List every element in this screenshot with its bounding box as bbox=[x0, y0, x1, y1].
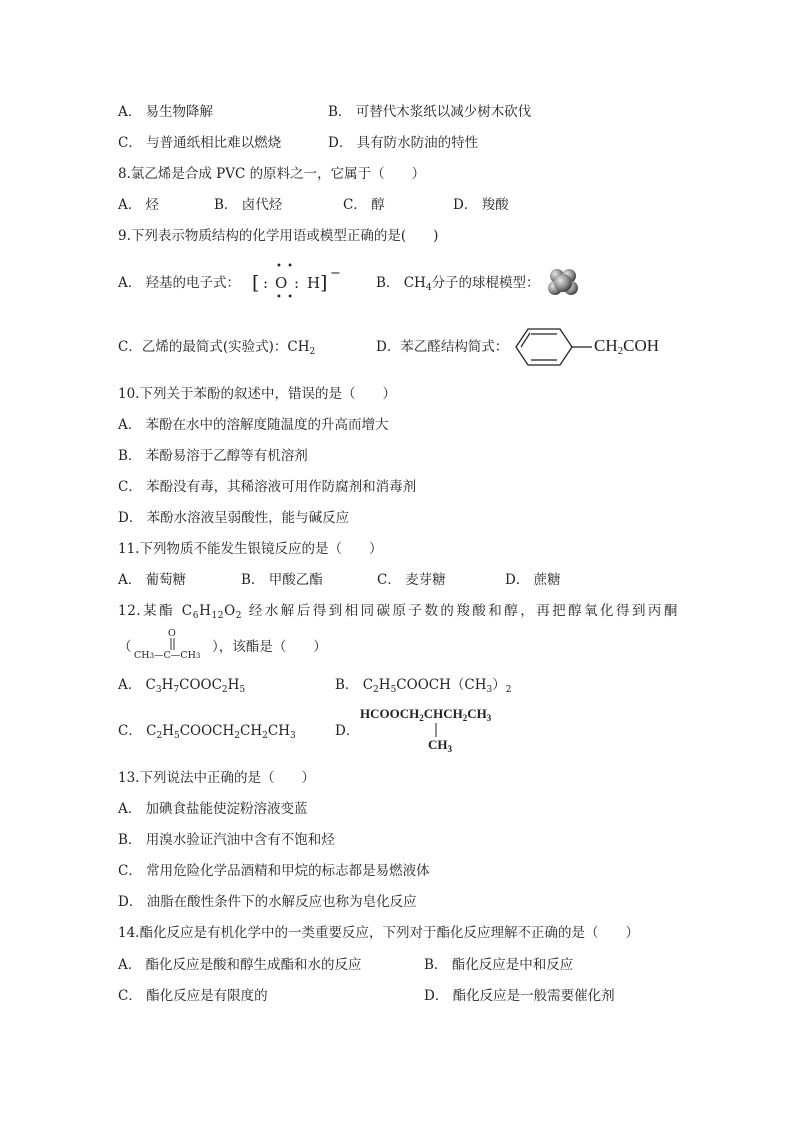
q13-option-a: A． 加碘食盐能使淀粉溶液变蓝 bbox=[118, 801, 308, 817]
branched-chain-top bbox=[360, 706, 491, 723]
q14-option-d: D． 酯化反应是一般需要催化剂 bbox=[424, 988, 615, 1004]
q7-option-a: A． 易生物降解 bbox=[118, 104, 214, 120]
acetone-chain bbox=[134, 650, 200, 661]
subscript: 3 bbox=[195, 652, 201, 660]
formula-part: COOC bbox=[179, 677, 222, 693]
q13-option-d: D． 油脂在酸性条件下的水解反应也称为皂化反应 bbox=[118, 894, 417, 910]
q10-stem: 10.下列关于苯酚的叙述中，错误的是（ ） bbox=[118, 386, 396, 402]
q11-option-b: B． 甲酸乙酯 bbox=[241, 572, 323, 588]
benzene-ring-icon bbox=[512, 325, 592, 369]
formula-part: CH bbox=[428, 737, 448, 752]
formula-part: H bbox=[378, 677, 391, 693]
subscript: 2 bbox=[235, 611, 243, 621]
hydroxyl-electron-formula: [ : • • • • O : H ] − bbox=[252, 261, 341, 303]
subscript: 12 bbox=[211, 611, 225, 621]
formula-part: H bbox=[161, 677, 174, 693]
subscript: 2 bbox=[373, 685, 379, 695]
q9-option-c bbox=[118, 338, 315, 361]
q12-paren-close: ），该酯是（ ） bbox=[212, 639, 327, 655]
q9-option-a bbox=[118, 274, 240, 292]
q10-option-d: D． 苯酚水溶液呈弱酸性，能与碱反应 bbox=[118, 510, 350, 526]
subscript: 3 bbox=[486, 713, 492, 723]
subscript: 2 bbox=[234, 731, 241, 741]
q12-option-a bbox=[118, 676, 245, 699]
methane-ball-model-icon bbox=[545, 266, 581, 300]
formula-part: HCOOCH bbox=[360, 706, 420, 721]
q9-option-b-rest: 分子的球棍模型： bbox=[431, 275, 540, 291]
subscript: 3 bbox=[486, 685, 493, 695]
formula-part: CH bbox=[240, 723, 263, 739]
ch-text: CH bbox=[594, 336, 618, 355]
formula-part: H bbox=[162, 723, 174, 739]
q12-stem-part: 12.某酯 C bbox=[118, 603, 193, 619]
electron-dots-left: : bbox=[263, 274, 269, 292]
coh-text: COH bbox=[623, 336, 660, 355]
q12-stem bbox=[118, 602, 678, 625]
q10-option-b: B． 苯酚易溶于乙醇等有机溶剂 bbox=[118, 448, 308, 464]
electron-dots-right: : bbox=[294, 274, 300, 292]
formula-part: COOCH（CH bbox=[396, 677, 487, 693]
q8-option-a: A． 烃 bbox=[118, 197, 160, 213]
acetone-structure bbox=[134, 628, 214, 664]
q7-option-b: B． 可替代木浆纸以减少树木砍伐 bbox=[328, 104, 532, 120]
q12-stem-part: O bbox=[224, 603, 236, 619]
q9-option-c-text: C．乙烯的最简式(实验式)：CH bbox=[118, 339, 310, 355]
ch-text: CH bbox=[134, 650, 150, 661]
branch-methyl bbox=[428, 737, 452, 754]
subscript: 3 bbox=[155, 685, 162, 695]
subscript: 6 bbox=[192, 611, 200, 621]
subscript: 3 bbox=[447, 744, 452, 754]
subscript: 5 bbox=[390, 685, 397, 695]
subscript: 3 bbox=[289, 731, 296, 741]
q12-option-b bbox=[335, 676, 511, 699]
q14-option-c: C． 酯化反应是有限度的 bbox=[118, 988, 268, 1004]
formula-part: B． C bbox=[335, 677, 374, 693]
bracket-right: ] bbox=[320, 272, 328, 294]
subscript: 2 bbox=[419, 713, 424, 723]
branch-bond-icon bbox=[434, 723, 438, 737]
acetone-oxygen: O bbox=[168, 628, 176, 639]
q14-option-a: A． 酯化反应是酸和醇生成酯和水的反应 bbox=[118, 957, 362, 973]
q14-option-b: B． 酯化反应是中和反应 bbox=[424, 957, 574, 973]
q10-option-c: C． 苯酚没有毒，其稀溶液可用作防腐剂和消毒剂 bbox=[118, 479, 417, 495]
formula-part: A． C bbox=[118, 677, 156, 693]
formula-part: C． C bbox=[118, 723, 157, 739]
q9-stem: 9.下列表示物质结构的化学用语或模型正确的是( ) bbox=[118, 228, 439, 244]
subscript: 3 bbox=[149, 652, 155, 660]
q8-option-d: D． 羧酸 bbox=[453, 197, 509, 213]
q9-option-d-label: D．苯乙醛结构简式： bbox=[376, 339, 509, 355]
q11-option-d: D． 蔗糖 bbox=[505, 572, 561, 588]
q13-option-b: B． 用溴水验证汽油中含有不饱和烃 bbox=[118, 832, 335, 848]
hydrogen-symbol: H bbox=[307, 274, 321, 292]
q7-option-d: D． 具有防水防油的特性 bbox=[328, 135, 479, 151]
subscript: 2 bbox=[221, 685, 228, 695]
subscript: 5 bbox=[239, 685, 246, 695]
q11-option-c: C． 麦芽糖 bbox=[377, 572, 446, 588]
c-mid-text: —C—CH bbox=[154, 650, 196, 661]
q7-option-c: C． 与普通纸相比难以燃烧 bbox=[118, 135, 282, 151]
q13-stem: 13.下列说法中正确的是（ ） bbox=[118, 770, 315, 786]
subscript: 2 bbox=[462, 713, 468, 723]
q9-option-a-label: A． 羟基的电子式： bbox=[118, 275, 241, 291]
q14-stem: 14.酯化反应是有机化学中的一类重要反应，下列对于酯化反应理解不正确的是（ ） bbox=[118, 925, 639, 941]
q12-option-c bbox=[118, 722, 296, 745]
subscript: 4 bbox=[425, 283, 432, 293]
q10-option-a: A． 苯酚在水中的溶解度随温度的升高而增大 bbox=[118, 417, 389, 433]
carbonyl-double-bond-icon bbox=[168, 638, 178, 650]
q11-stem: 11.下列物质不能发生银镜反应的是（ ） bbox=[118, 541, 383, 557]
formula-part: CHCH bbox=[423, 706, 463, 721]
formula-part: CH bbox=[467, 706, 487, 721]
q12-paren-open: （ bbox=[118, 639, 132, 655]
subscript: 7 bbox=[173, 685, 180, 695]
formula-part: CH bbox=[267, 723, 290, 739]
q11-option-a: A． 葡萄糖 bbox=[118, 572, 187, 588]
q9-option-b bbox=[376, 274, 540, 297]
q12-option-d-label: D． bbox=[335, 723, 360, 739]
q12-stem-part: 经水解后得到相同碳原子数的羧酸和醇，再把醇氧化得到丙酮 bbox=[242, 603, 678, 619]
subscript: 5 bbox=[173, 731, 180, 741]
subscript: 2 bbox=[309, 347, 316, 357]
subscript: 2 bbox=[505, 685, 512, 695]
q8-option-b: B． 卤代烃 bbox=[214, 197, 283, 213]
subscript: 2 bbox=[617, 345, 624, 357]
q9-option-b-label: B． CH bbox=[376, 275, 426, 291]
bracket-left: [ bbox=[252, 272, 260, 294]
charge-sign: − bbox=[330, 266, 341, 281]
q8-stem: 8.氯乙烯是合成 PVC 的原料之一，它属于（ ） bbox=[118, 166, 426, 182]
formula-part: ） bbox=[492, 677, 506, 693]
formula-part: H bbox=[227, 677, 240, 693]
formula-part: COOCH bbox=[179, 723, 235, 739]
q12-stem-part: H bbox=[199, 603, 212, 619]
q8-option-c: C． 醇 bbox=[343, 197, 385, 213]
q9-option-d bbox=[376, 338, 508, 356]
subscript: 2 bbox=[262, 731, 268, 741]
phenylacetaldehyde-tail bbox=[594, 337, 659, 360]
q12-option-d-structure bbox=[360, 706, 510, 754]
q13-option-c: C． 常用危险化学品酒精和甲烷的标志都是易燃液体 bbox=[118, 863, 430, 879]
oxygen-symbol: O bbox=[275, 274, 288, 292]
subscript: 2 bbox=[156, 731, 163, 741]
